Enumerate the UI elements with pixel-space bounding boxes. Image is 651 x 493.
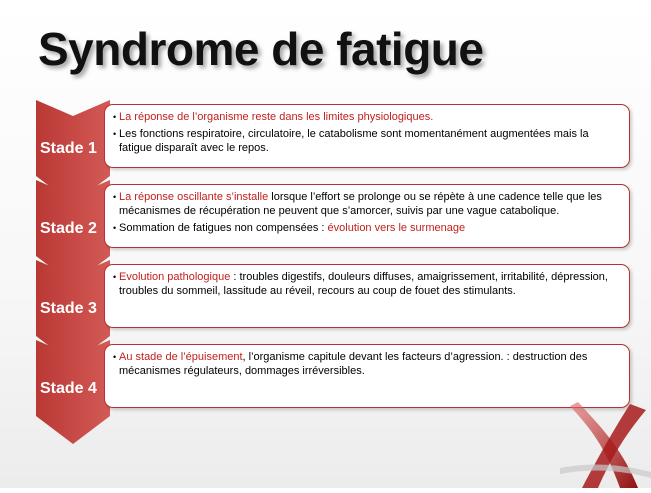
bullet-highlight: Au stade de l’épuisement: [119, 351, 243, 363]
bullet: • La réponse oscillante s’installe lorsque l’effort se prolonge ou se répète à une cadence telle que les mécanismes de récupération ne peuvent que s’amorcer, suivis par une vague catabolique.: [113, 191, 602, 217]
stage-3-card: [104, 264, 630, 328]
bullet: • Evolution pathologique : troubles digestifs, douleurs diffuses, amaigrissement, irritabilité, dépression, troubles du sommeil, lassitude au réveil, recours au coup de fouet des stimulants.: [113, 271, 608, 297]
bullet: • Au stade de l’épuisement, l’organisme capitule devant les facteurs d’agression. : destruction des mécanismes régulateurs, dommages irréversibles.: [113, 351, 588, 377]
stage-2-card: [104, 184, 630, 248]
bullet-text: : troubles digestifs, douleurs diffuses, amaigrissement, irritabilité, dépression, troubles du sommeil, lassitude au réveil, recours au coup de fouet des stimulants.: [119, 271, 608, 297]
bullet: • Sommation de fatigues non compensées : évolution vers le surmenage: [113, 222, 466, 234]
bullet-highlight: La réponse oscillante s’installe: [119, 191, 269, 203]
stage-4-card: [104, 344, 630, 408]
bullet-text: Sommation de fatigues non compensées :: [119, 222, 328, 234]
stage-1-card: [104, 104, 630, 168]
decorative-x-icon: [560, 398, 651, 488]
stage-1-label: Stade 1: [40, 140, 97, 157]
stage-4-label: Stade 4: [40, 380, 97, 397]
bullet-text: Les fonctions respiratoire, circulatoire, le catabolisme sont momentanément augmentées mais la fatigue disparaît avec le repos.: [119, 128, 589, 154]
bullet-highlight: La réponse de l’organisme reste dans les limites physiologiques.: [119, 111, 434, 123]
bullet-highlight: Evolution pathologique: [119, 271, 231, 283]
bullet: • Les fonctions respiratoire, circulatoire, le catabolisme sont momentanément augmentées mais la fatigue disparaît avec le repos.: [113, 127, 621, 155]
bullet-text: , l’organisme capitule devant les facteurs d’agression. : destruction des mécanismes régulateurs, dommages irréversibles.: [119, 351, 588, 377]
slide-title: Syndrome de fatigue: [38, 23, 484, 75]
bullet-text: lorsque l’effort se prolonge ou se répète à une cadence telle que les mécanismes de récupération ne peuvent que s’amorcer, suivis par une vague catabolique.: [119, 191, 602, 217]
bullet: • La réponse de l’organisme reste dans les limites physiologiques.: [113, 111, 434, 123]
stage-2-label: Stade 2: [40, 220, 97, 237]
bullet-highlight: évolution vers le surmenage: [327, 222, 466, 234]
stage-3-label: Stade 3: [40, 300, 97, 317]
